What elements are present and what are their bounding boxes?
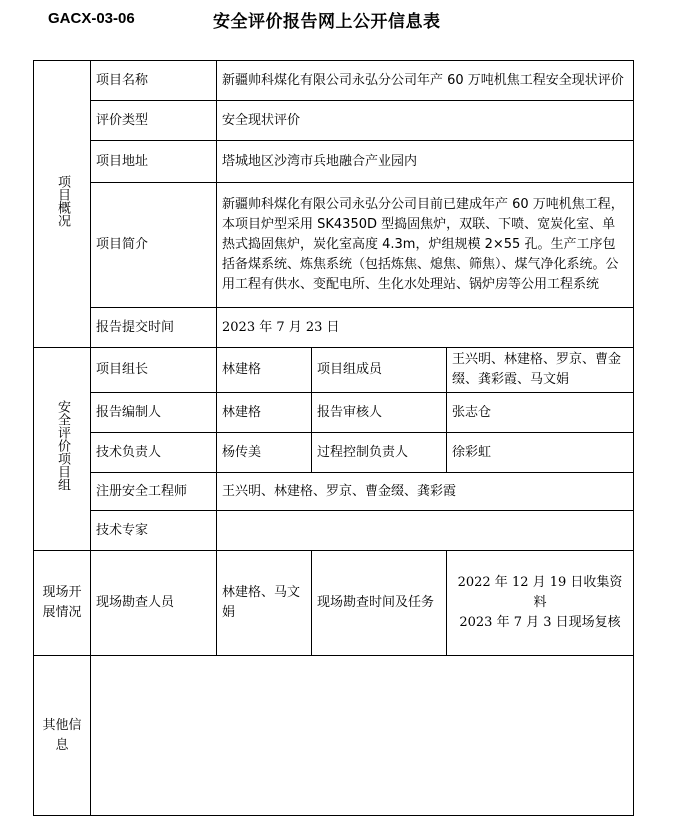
row-other-info [34, 656, 634, 816]
label-process-lead: 过程控制负责人 [312, 433, 447, 473]
value-tech-lead: 杨传美 [217, 433, 312, 473]
value-project-intro: 新疆帅科煤化有限公司永弘分公司目前已建成年产 60 万吨机焦工程，本项目炉型采用 SK4350D 型捣固焦炉，双联、下喷、宽炭化室、单热式捣固焦炉，炭化室高度 4.3m，炉组规模 2×55 孔。生产工序包括备煤系统、炼焦系统（包括炼焦、熄焦、筛焦）、煤气净化系统。公用工程有供水、变配电所、生化水处理站、锅炉房等公用工程系统 [217, 183, 634, 308]
row-safety-engineer [34, 473, 634, 511]
label-eval-type: 评价类型 [91, 101, 217, 141]
value-process-lead: 徐彩虹 [447, 433, 634, 473]
label-tech-lead: 技术负责人 [91, 433, 217, 473]
value-report-writer: 林建格 [217, 393, 312, 433]
row-report-writer [34, 393, 634, 433]
row-team-leader [34, 348, 634, 393]
row-site-survey [34, 551, 634, 656]
value-team-leader: 林建格 [217, 348, 312, 393]
label-report-writer: 报告编制人 [91, 393, 217, 433]
label-submit-time: 报告提交时间 [91, 308, 217, 348]
value-site-time [447, 551, 634, 656]
label-report-reviewer: 报告审核人 [312, 393, 447, 433]
row-tech-lead [34, 433, 634, 473]
value-safety-engineer: 王兴明、林建格、罗京、曹金缀、龚彩霞 [217, 473, 634, 511]
document-title: 安全评价报告网上公开信息表 [213, 12, 441, 32]
label-safety-engineer: 注册安全工程师 [91, 473, 217, 511]
label-team-leader: 项目组长 [91, 348, 217, 393]
row-project-address [34, 141, 634, 183]
row-project-intro [34, 183, 634, 308]
section-project-overview: 项目概况 [34, 61, 91, 348]
label-site-time: 现场勘查时间及任务 [312, 551, 447, 656]
label-project-name: 项目名称 [91, 61, 217, 101]
label-tech-expert: 技术专家 [91, 511, 217, 551]
section-site: 现场开展情况 [34, 551, 91, 656]
label-site-staff: 现场勘查人员 [91, 551, 217, 656]
info-table [33, 60, 634, 816]
label-project-address: 项目地址 [91, 141, 217, 183]
value-other-info [91, 656, 634, 816]
row-tech-expert [34, 511, 634, 551]
site-time-line-1: 2022 年 12 月 19 日收集资料 [457, 575, 623, 610]
value-project-name: 新疆帅科煤化有限公司永弘分公司年产 60 万吨机焦工程安全现状评价 [217, 61, 634, 101]
value-team-members: 王兴明、林建格、罗京、曹金缀、龚彩霞、马文娟 [447, 348, 634, 393]
site-time-line-2: 2023 年 7 月 3 日现场复核 [459, 615, 621, 630]
label-team-members: 项目组成员 [312, 348, 447, 393]
value-tech-expert [217, 511, 634, 551]
row-eval-type [34, 101, 634, 141]
row-project-name [34, 61, 634, 101]
section-eval-team: 安全评价项目组 [34, 348, 91, 551]
row-submit-time [34, 308, 634, 348]
document-code: GACX-03-06 [48, 10, 135, 27]
value-eval-type: 安全现状评价 [217, 101, 634, 141]
value-project-address: 塔城地区沙湾市兵地融合产业园内 [217, 141, 634, 183]
value-submit-time: 2023 年 7 月 23 日 [217, 308, 634, 348]
label-project-intro: 项目简介 [91, 183, 217, 308]
section-other-info: 其他信息 [34, 656, 91, 816]
value-report-reviewer: 张志仓 [447, 393, 634, 433]
value-site-staff: 林建格、马文娟 [217, 551, 312, 656]
